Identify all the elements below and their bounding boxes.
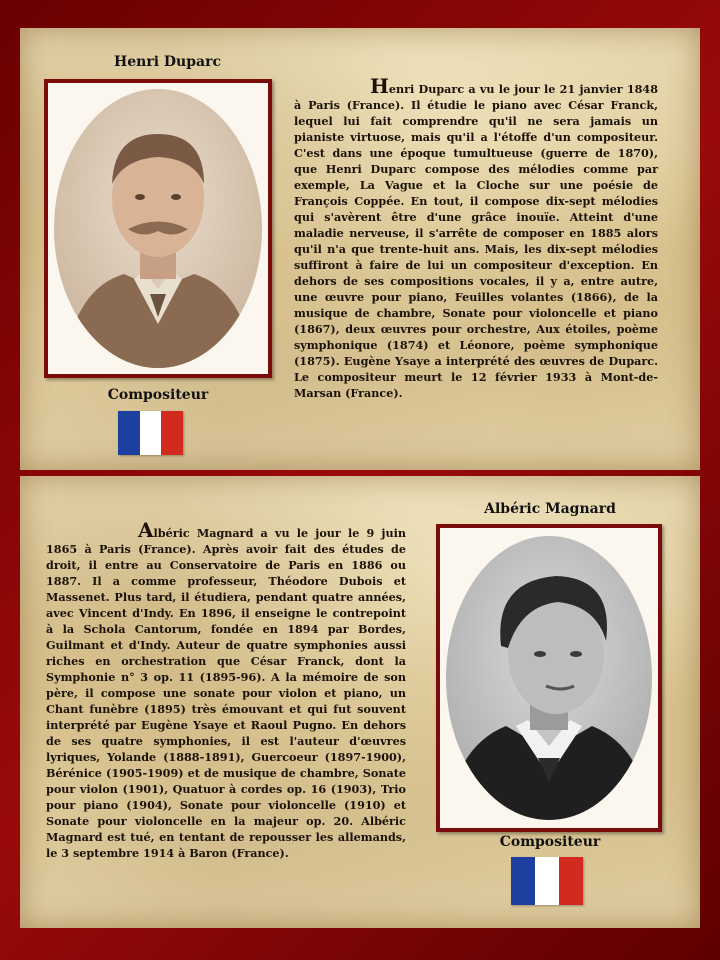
flag-red-stripe (559, 857, 583, 905)
duparc-biography (294, 74, 658, 401)
flag-blue-stripe (118, 411, 140, 455)
flag-white-stripe (140, 411, 162, 455)
magnard-portrait-image (446, 536, 652, 820)
magnard-panel (20, 476, 700, 928)
flag-blue-stripe (511, 857, 535, 905)
magnard-caption: Compositeur (499, 834, 601, 850)
france-flag (118, 411, 183, 455)
duparc-portrait (54, 89, 262, 368)
france-flag (511, 857, 583, 905)
duparc-bio-text: enri Duparc a vu le jour le 21 janvier 1848 à Paris (France). Il étudie le piano avec César Franck, lequel lui fait comprendre qu'il ne sera jamais un pianiste virtuose, mais qu'il a l'étoffe d'un compositeur. C'est dans une époque tumultueuse (guerre de 1870), que Henri Duparc compose des mélodies comme par exemple, La Vague et la Cloche sur une poésie de François Coppée. En tout, il compose dix-sept mélodies qui s'avèrent être d'une grâce inouïe. Atteint d'une maladie nerveuse, il s'arrête de composer en 1885 alors qu'il n'a que trente-huit ans. Mais, les dix-sept mélodies suffiront à faire de lui un compositeur d'exception. En dehors de ses compositions vocales, il y a, entre autre, une œuvre pour piano, Feuilles volantes (1866), de la musique de chambre, Sonate pour violoncelle et piano (1867), deux œuvres pour orchestre, Aux étoiles, poème symphonique (1874) et Léonore, poème symphonique (1875). Eugène Ysaye a interprété des œuvres de Duparc. Le compositeur meurt le 12 février 1933 à Mont-de-Marsan (France). (294, 82, 658, 400)
duparc-name: Henri Duparc (114, 54, 221, 70)
duparc-caption: Compositeur (107, 387, 209, 403)
duparc-portrait-image (54, 89, 262, 368)
duparc-panel (20, 28, 700, 470)
flag-red-stripe (161, 411, 183, 455)
magnard-photo (436, 524, 662, 832)
magnard-name: Albéric Magnard (484, 501, 616, 517)
duparc-dropcap: H (370, 74, 389, 98)
magnard-dropcap: A (138, 518, 154, 542)
flag-white-stripe (535, 857, 559, 905)
duparc-photo (44, 79, 272, 378)
magnard-biography (46, 518, 406, 861)
magnard-portrait (446, 536, 652, 820)
magnard-bio-text: lbéric Magnard a vu le jour le 9 juin 1865 à Paris (France). Après avoir fait des études de droit, il entre au Conservatoire de Paris en 1886 ou 1887. Il a comme professeur, Théodore Dubois et Massenet. Plus tard, il étudiera, pendant quatre années, avec Vincent d'Indy. En 1896, il enseigne le contrepoint à la Schola Cantorum, fondée en 1894 par Bordes, Guilmant et d'Indy. Auteur de quatre symphonies aussi riches en orchestration que César Franck, dont la Symphonie n° 3 op. 11 (1895-96). A la mémoire de son père, il compose une sonate pour violon et piano, un Chant funèbre (1895) très émouvant et qui fut souvent interprété par Eugène Ysaye et Raoul Pugno. En dehors de ses quatre symphonies, il est l'auteur d'œuvres lyriques, Yolande (1888-1891), Guercoeur (1897-1900), Bérénice (1905-1909) et de musique de chambre, Sonate pour violon (1901), Quatuor à cordes op. 16 (1903), Trio pour piano (1904), Sonate pour violoncelle (1910) et Sonate pour violoncelle en la majeur op. 20. Albéric Magnard est tué, en tentant de repousser les allemands, le 3 septembre 1914 à Baron (France). (46, 526, 406, 860)
